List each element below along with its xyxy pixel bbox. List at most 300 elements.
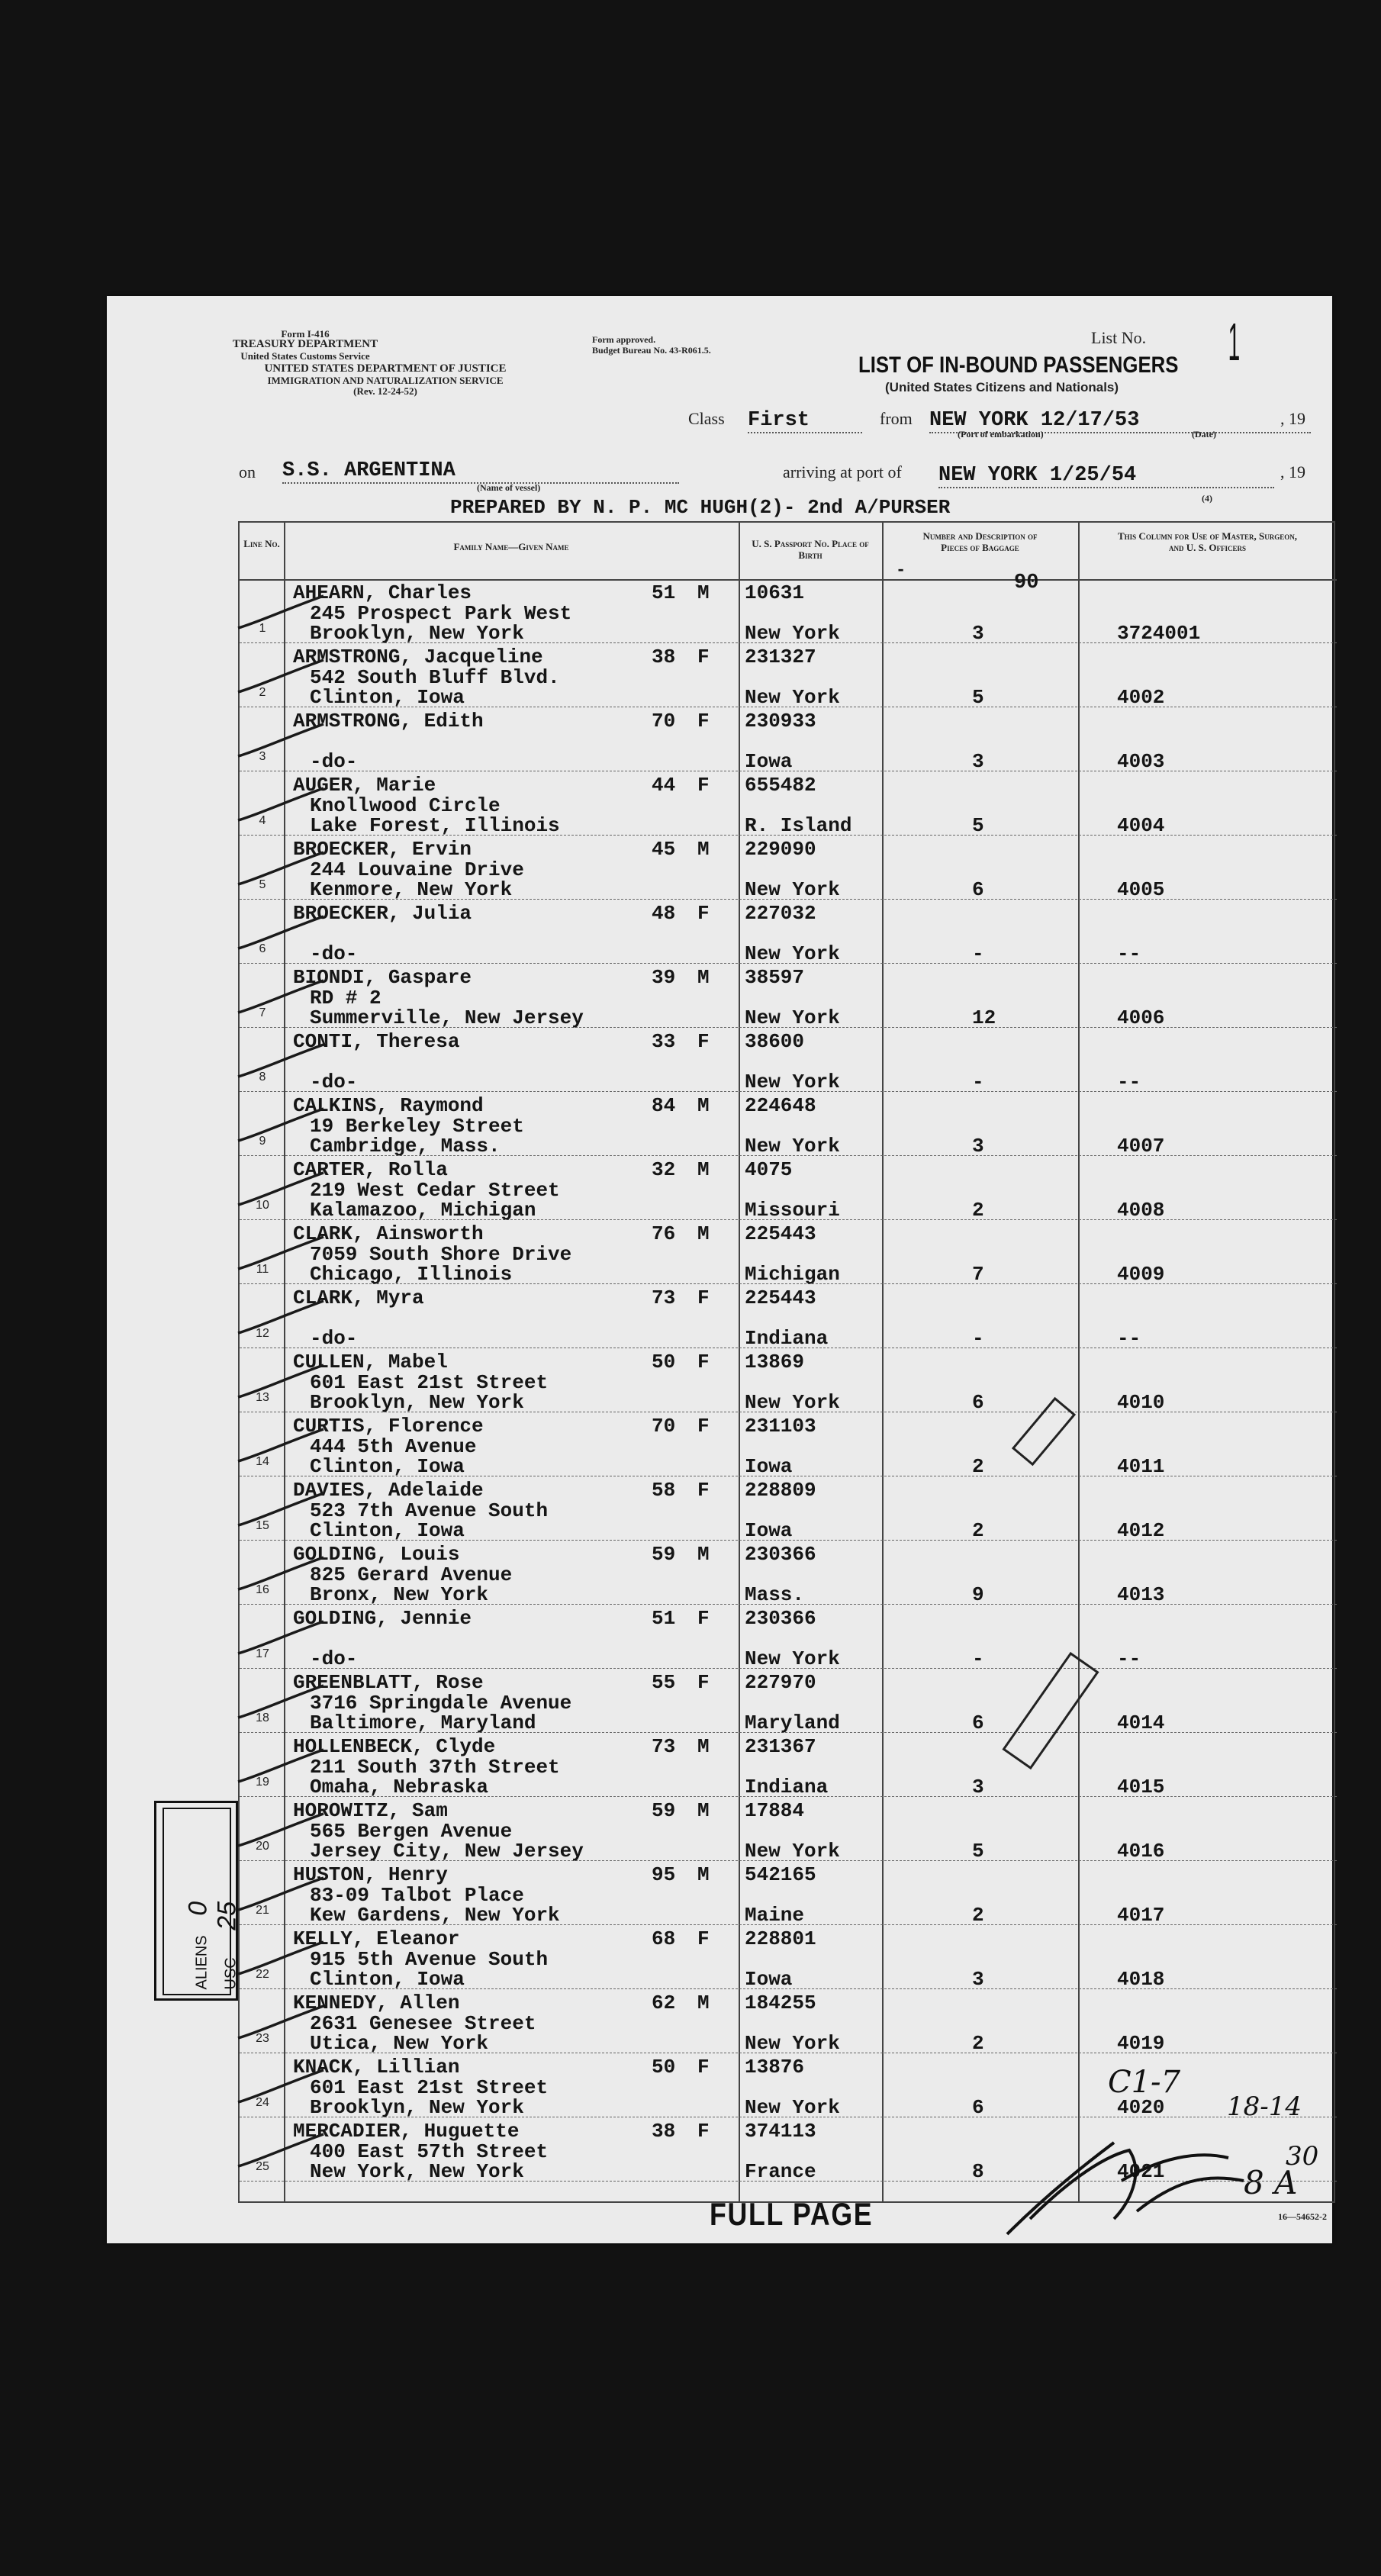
age: 50 <box>652 1351 676 1373</box>
form-approved: Form approved. <box>592 334 656 345</box>
passenger-name: GREENBLATT, Rose <box>293 1671 484 1694</box>
handwritten-c1-7: C1-7 <box>1108 2065 1181 2100</box>
address-line-2: -do- <box>310 1071 358 1093</box>
line-number: 19 <box>256 1776 269 1789</box>
address-line-1: RD # 2 <box>310 987 381 1009</box>
sex: M <box>697 838 710 861</box>
passport-number: 184255 <box>745 1992 816 2014</box>
address-line-2: Chicago, Illinois <box>310 1263 513 1286</box>
officer-entry: 4019 <box>1117 2032 1165 2055</box>
aliens-usc-box <box>154 1801 242 2001</box>
age: 51 <box>652 1607 676 1630</box>
passenger-name: BIONDI, Gaspare <box>293 966 472 989</box>
officer-entry: 3724001 <box>1117 622 1201 645</box>
place-of-birth: France <box>745 2160 816 2183</box>
baggage-count: 2 <box>972 1455 984 1478</box>
address-line-2: Clinton, Iowa <box>310 1455 465 1478</box>
top-annotation: 90 <box>1014 572 1039 594</box>
address-line-2: Clinton, Iowa <box>310 1519 465 1542</box>
place-of-birth: New York <box>745 878 840 901</box>
baggage-count: 6 <box>972 878 984 901</box>
officer-entry: -- <box>1117 1327 1141 1350</box>
baggage-count: 6 <box>972 2096 984 2119</box>
table-row <box>240 1220 1337 1284</box>
officer-entry: -- <box>1117 1071 1141 1093</box>
age: 38 <box>652 646 676 668</box>
passenger-name: AUGER, Marie <box>293 774 436 797</box>
table-row <box>240 1925 1337 1989</box>
place-of-birth: Michigan <box>745 1263 840 1286</box>
check-mark-icon <box>232 977 331 1031</box>
sex: M <box>697 1863 710 1886</box>
prepared-by: PREPARED BY N. P. MC HUGH(2)- 2nd A/PURSER <box>450 496 951 519</box>
age: 70 <box>652 1415 676 1438</box>
check-mark-icon <box>232 721 331 774</box>
baggage-count: - <box>972 942 984 965</box>
line-number: 16 <box>256 1583 269 1596</box>
address-line-1: 825 Gerard Avenue <box>310 1563 513 1586</box>
handwritten-8a: 8 A <box>1244 2164 1298 2201</box>
check-mark-icon <box>232 913 331 967</box>
age: 73 <box>652 1735 676 1758</box>
address-line-1: 2631 Genesee Street <box>310 2012 536 2035</box>
age: 95 <box>652 1863 676 1886</box>
table-row <box>240 900 1337 964</box>
address-line-2: Cambridge, Mass. <box>310 1135 501 1158</box>
officer-entry: 4018 <box>1117 1968 1165 1991</box>
year-suffix: , 19 <box>1280 409 1305 428</box>
line-number: 14 <box>256 1455 269 1468</box>
budget-bureau: Budget Bureau No. 43-R061.5. <box>592 345 711 356</box>
place-of-birth: Mass. <box>745 1583 805 1606</box>
passport-number: 231327 <box>745 646 816 668</box>
line-number: 15 <box>256 1519 269 1532</box>
place-of-birth: New York <box>745 1647 840 1670</box>
age: 59 <box>652 1543 676 1566</box>
place-of-birth: Indiana <box>745 1776 829 1798</box>
arriving-label: arriving at port of <box>783 462 902 481</box>
passport-number: 228809 <box>745 1479 816 1502</box>
address-line-1: 542 South Bluff Blvd. <box>310 666 560 689</box>
table-row <box>240 1476 1337 1541</box>
passport-number: 225443 <box>745 1222 816 1245</box>
line-number: 8 <box>259 1071 266 1084</box>
sex: F <box>697 774 710 797</box>
sex: F <box>697 1286 710 1309</box>
address-line-1: 245 Prospect Park West <box>310 602 572 625</box>
table-header <box>240 523 1337 581</box>
officer-entry: 4017 <box>1117 1904 1165 1927</box>
passenger-name: HOLLENBECK, Clyde <box>293 1735 496 1758</box>
age: 32 <box>652 1158 676 1181</box>
place-of-birth: Maine <box>745 1904 805 1927</box>
address-line-1: 244 Louvaine Drive <box>310 858 524 881</box>
sex: F <box>697 2120 710 2143</box>
date-note: (Date) <box>1192 429 1216 440</box>
age: 73 <box>652 1286 676 1309</box>
age: 44 <box>652 774 676 797</box>
table-row <box>240 1733 1337 1797</box>
address-line-1: 601 East 21st Street <box>310 2076 549 2099</box>
check-mark-icon <box>232 593 331 646</box>
officer-entry: 4008 <box>1117 1199 1165 1222</box>
table-row <box>240 579 1337 643</box>
sex: F <box>697 710 710 733</box>
age: 76 <box>652 1222 676 1245</box>
passenger-name: BROECKER, Ervin <box>293 838 472 861</box>
age: 62 <box>652 1992 676 2014</box>
check-mark-icon <box>232 1618 331 1672</box>
baggage-count: 9 <box>972 1583 984 1606</box>
col-baggage: Number and Description of Pieces of Baggage <box>922 530 1038 553</box>
passenger-name: CURTIS, Florence <box>293 1415 484 1438</box>
check-mark-icon <box>232 1170 331 1223</box>
table-row <box>240 1284 1337 1348</box>
passenger-list-page <box>107 296 1332 2243</box>
table-row <box>240 1861 1337 1925</box>
place-of-birth: New York <box>745 2096 840 2119</box>
line-number: 21 <box>256 1904 269 1917</box>
table-row <box>240 964 1337 1028</box>
passport-number: 224648 <box>745 1094 816 1117</box>
year-suffix-2: , 19 <box>1280 462 1305 481</box>
handwritten-18-14: 18-14 <box>1227 2091 1302 2122</box>
sex: M <box>697 581 710 604</box>
address-line-2: Clinton, Iowa <box>310 1968 465 1991</box>
check-mark-icon <box>232 1554 331 1608</box>
address-line-1: 19 Berkeley Street <box>310 1115 524 1138</box>
baggage-count: - <box>972 1327 984 1350</box>
officer-entry: 4021 <box>1117 2160 1165 2183</box>
sex: F <box>697 1671 710 1694</box>
passport-number: 542165 <box>745 1863 816 1886</box>
address-line-2: Clinton, Iowa <box>310 686 465 709</box>
customs-service: United States Customs Service <box>240 350 370 362</box>
table-row <box>240 836 1337 900</box>
baggage-count: 7 <box>972 1263 984 1286</box>
table-row <box>240 707 1337 771</box>
check-mark-icon <box>232 1298 331 1351</box>
passport-number: 227970 <box>745 1671 816 1694</box>
sex: M <box>697 1799 710 1822</box>
sex: M <box>697 1543 710 1566</box>
form-subtitle: (United States Citizens and Nationals) <box>885 380 1119 394</box>
address-line-2: -do- <box>310 942 358 965</box>
vessel-note: (Name of vessel) <box>477 482 541 493</box>
line-number: 17 <box>256 1647 269 1660</box>
place-of-birth: Iowa <box>745 750 793 773</box>
check-mark-icon <box>232 1682 331 1736</box>
baggage-count: 2 <box>972 1519 984 1542</box>
passenger-name: BROECKER, Julia <box>293 902 472 925</box>
address-line-2: -do- <box>310 1647 358 1670</box>
form-title: LIST OF IN-BOUND PASSENGERS <box>858 353 1179 378</box>
line-number: 2 <box>259 686 266 699</box>
address-line-1: 915 5th Avenue South <box>310 1948 549 1971</box>
sex: M <box>697 1222 710 1245</box>
aliens-value: 0 <box>183 1901 213 1916</box>
place-of-birth: Maryland <box>745 1711 840 1734</box>
sex: F <box>697 1030 710 1053</box>
sex: F <box>697 1415 710 1438</box>
age: 51 <box>652 581 676 604</box>
check-mark-icon <box>232 849 331 903</box>
address-line-2: Brooklyn, New York <box>310 2096 524 2119</box>
officer-entry: 4005 <box>1117 878 1165 901</box>
sex: M <box>697 966 710 989</box>
age: 38 <box>652 2120 676 2143</box>
age: 70 <box>652 710 676 733</box>
address-line-2: New York, New York <box>310 2160 524 2183</box>
passport-number: 10631 <box>745 581 805 604</box>
full-page-stamp: FULL PAGE <box>710 2196 874 2232</box>
line-number: 23 <box>256 2032 269 2045</box>
revision-date: (Rev. 12-24-52) <box>353 385 417 397</box>
passport-number: 229090 <box>745 838 816 861</box>
sex: M <box>697 1094 710 1117</box>
baggage-count: 3 <box>972 1135 984 1158</box>
table-row <box>240 1092 1337 1156</box>
handwritten-30: 30 <box>1286 2141 1319 2172</box>
passenger-table <box>238 521 1335 2203</box>
passenger-name: MERCADIER, Huguette <box>293 2120 520 2143</box>
vessel-name: S.S. ARGENTINA <box>282 459 679 484</box>
sex: F <box>697 2056 710 2079</box>
sex: M <box>697 1992 710 2014</box>
line-number: 1 <box>259 622 266 635</box>
address-line-1: 565 Bergen Avenue <box>310 1820 513 1843</box>
table-row <box>240 1669 1337 1733</box>
officer-entry: 4009 <box>1117 1263 1165 1286</box>
address-line-1: 444 5th Avenue <box>310 1435 477 1458</box>
age: 58 <box>652 1479 676 1502</box>
passport-number: 13876 <box>745 2056 805 2079</box>
address-line-1: 83-09 Talbot Place <box>310 1884 524 1907</box>
line-number: 12 <box>256 1327 269 1340</box>
check-mark-icon <box>232 785 331 839</box>
top-dash: - <box>896 561 906 580</box>
place-of-birth: Indiana <box>745 1327 829 1350</box>
baggage-count: 6 <box>972 1391 984 1414</box>
baggage-count: 2 <box>972 1199 984 1222</box>
age: 39 <box>652 966 676 989</box>
col-officers: This Column for Use of Master, Surgeon, and U. S. Officers <box>1118 530 1297 553</box>
address-line-1: Knollwood Circle <box>310 794 501 817</box>
address-line-2: Brooklyn, New York <box>310 622 524 645</box>
age: 59 <box>652 1799 676 1822</box>
age: 55 <box>652 1671 676 1694</box>
check-mark-icon <box>232 2067 331 2120</box>
officer-entry: 4014 <box>1117 1711 1165 1734</box>
usc-label: USC <box>222 1957 240 1990</box>
passport-number: 655482 <box>745 774 816 797</box>
passport-number: 231103 <box>745 1415 816 1438</box>
baggage-count: - <box>972 1071 984 1093</box>
place-of-birth: Missouri <box>745 1199 840 1222</box>
officer-entry: 4003 <box>1117 750 1165 773</box>
port-embarkation-note: (Port of embarkation) <box>958 429 1044 440</box>
check-mark-icon <box>232 2131 331 2185</box>
address-line-1: 219 West Cedar Street <box>310 1179 560 1202</box>
address-line-1: 400 East 57th Street <box>310 2140 549 2163</box>
address-line-2: Kenmore, New York <box>310 878 513 901</box>
table-row <box>240 1605 1337 1669</box>
line-number: 11 <box>256 1263 269 1276</box>
officer-entry: 4002 <box>1117 686 1165 709</box>
line-number: 25 <box>256 2160 269 2173</box>
check-mark-icon <box>232 1747 331 1800</box>
address-line-2: -do- <box>310 1327 358 1350</box>
usc-value: 25 <box>212 1901 242 1930</box>
passenger-name: CONTI, Theresa <box>293 1030 460 1053</box>
line-number: 4 <box>259 814 266 827</box>
sex: F <box>697 1607 710 1630</box>
passport-number: 231367 <box>745 1735 816 1758</box>
age: 33 <box>652 1030 676 1053</box>
place-of-birth: New York <box>745 622 840 645</box>
place-of-birth: New York <box>745 1071 840 1093</box>
sex: F <box>697 1927 710 1950</box>
passenger-name: GOLDING, Jennie <box>293 1607 472 1630</box>
place-of-birth: Iowa <box>745 1968 793 1991</box>
baggage-count: 5 <box>972 1840 984 1863</box>
address-line-2: Omaha, Nebraska <box>310 1776 489 1798</box>
baggage-count: 2 <box>972 1904 984 1927</box>
passport-number: 230366 <box>745 1607 816 1630</box>
place-of-birth: New York <box>745 1391 840 1414</box>
check-mark-icon <box>232 2003 331 2056</box>
baggage-count: 5 <box>972 814 984 837</box>
address-line-2: Brooklyn, New York <box>310 1391 524 1414</box>
address-line-2: -do- <box>310 750 358 773</box>
age: 45 <box>652 838 676 861</box>
class-value: First <box>748 409 862 433</box>
line-number: 10 <box>256 1199 269 1212</box>
passport-number: 38597 <box>745 966 805 989</box>
address-line-1: 601 East 21st Street <box>310 1371 549 1394</box>
passport-number: 228801 <box>745 1927 816 1950</box>
line-number: 20 <box>256 1840 269 1853</box>
baggage-count: 6 <box>972 1711 984 1734</box>
table-row <box>240 643 1337 707</box>
ins-service: IMMIGRATION AND NATURALIZATION SERVICE <box>267 375 504 386</box>
officer-entry: 4007 <box>1117 1135 1165 1158</box>
passenger-name: CLARK, Myra <box>293 1286 424 1309</box>
address-line-2: Kalamazoo, Michigan <box>310 1199 536 1222</box>
line-number: 22 <box>256 1968 269 1981</box>
check-mark-icon <box>232 1426 331 1480</box>
table-row <box>240 1348 1337 1412</box>
sex: M <box>697 1735 710 1758</box>
passenger-name: AHEARN, Charles <box>293 581 472 604</box>
passport-number: 13869 <box>745 1351 805 1373</box>
arrival-value: NEW YORK 1/25/54 <box>938 464 1274 488</box>
line-number: 6 <box>259 942 266 955</box>
baggage-count: 5 <box>972 686 984 709</box>
officer-entry: 4006 <box>1117 1006 1165 1029</box>
sex: F <box>697 1351 710 1373</box>
check-mark-icon <box>232 1362 331 1415</box>
passport-number: 17884 <box>745 1799 805 1822</box>
officer-entry: 4012 <box>1117 1519 1165 1542</box>
passenger-name: ARMSTRONG, Edith <box>293 710 484 733</box>
passenger-name: GOLDING, Louis <box>293 1543 460 1566</box>
sex: F <box>697 902 710 925</box>
place-of-birth: New York <box>745 686 840 709</box>
address-line-2: Jersey City, New Jersey <box>310 1840 584 1863</box>
col-name: Family Name—Given Name <box>453 541 569 552</box>
age: 48 <box>652 902 676 925</box>
place-of-birth: Iowa <box>745 1519 793 1542</box>
passenger-name: CARTER, Rolla <box>293 1158 448 1181</box>
check-mark-icon <box>232 657 331 710</box>
passenger-name: DAVIES, Adelaide <box>293 1479 484 1502</box>
passport-number: 230366 <box>745 1543 816 1566</box>
sex: M <box>697 1158 710 1181</box>
table-row <box>240 1028 1337 1092</box>
check-mark-icon <box>232 1042 331 1095</box>
baggage-count: 2 <box>972 2032 984 2055</box>
passport-number: 225443 <box>745 1286 816 1309</box>
table-row <box>240 1412 1337 1476</box>
address-line-2: Bronx, New York <box>310 1583 489 1606</box>
place-of-birth: New York <box>745 1135 840 1158</box>
table-row <box>240 1989 1337 2053</box>
from-value: NEW YORK 12/17/53 <box>929 409 1311 433</box>
passenger-name: ARMSTRONG, Jacqueline <box>293 646 543 668</box>
passenger-name: CLARK, Ainsworth <box>293 1222 484 1245</box>
baggage-count: 3 <box>972 1968 984 1991</box>
passport-number: 4075 <box>745 1158 793 1181</box>
line-number: 13 <box>256 1391 269 1404</box>
officer-entry: 4013 <box>1117 1583 1165 1606</box>
officer-entry: 4020 <box>1117 2096 1165 2119</box>
passenger-name: CALKINS, Raymond <box>293 1094 484 1117</box>
officer-entry: 4015 <box>1117 1776 1165 1798</box>
col-passport: U. S. Passport No. Place of Birth <box>752 538 869 561</box>
officer-entry: 4004 <box>1117 814 1165 837</box>
place-of-birth: R. Island <box>745 814 852 837</box>
table-row <box>240 771 1337 836</box>
address-line-1: 211 South 37th Street <box>310 1756 560 1779</box>
officer-entry: 4016 <box>1117 1840 1165 1863</box>
line-number: 24 <box>256 2096 269 2109</box>
class-label: Class <box>688 409 725 428</box>
passport-number: 230933 <box>745 710 816 733</box>
sex: F <box>697 1479 710 1502</box>
form-code: 16—54652-2 <box>1278 2211 1327 2222</box>
form-number: Form I-416 <box>281 328 330 340</box>
place-of-birth: New York <box>745 1840 840 1863</box>
baggage-count: 12 <box>972 1006 996 1029</box>
check-mark-icon <box>232 1939 331 1992</box>
treasury-department: TREASURY DEPARTMENT <box>232 338 378 350</box>
baggage-count: 8 <box>972 2160 984 2183</box>
sex: F <box>697 646 710 668</box>
place-of-birth: New York <box>745 2032 840 2055</box>
aliens-label: ALIENS <box>193 1935 211 1990</box>
age: 50 <box>652 2056 676 2079</box>
check-mark-icon <box>232 1106 331 1159</box>
address-line-2: Kew Gardens, New York <box>310 1904 560 1927</box>
address-line-2: Baltimore, Maryland <box>310 1711 536 1734</box>
col-line-no: Line No. <box>243 538 280 549</box>
age: 68 <box>652 1927 676 1950</box>
check-mark-icon <box>232 1490 331 1544</box>
age: 84 <box>652 1094 676 1117</box>
officer-entry: 4011 <box>1117 1455 1165 1478</box>
place-of-birth: New York <box>745 1006 840 1029</box>
